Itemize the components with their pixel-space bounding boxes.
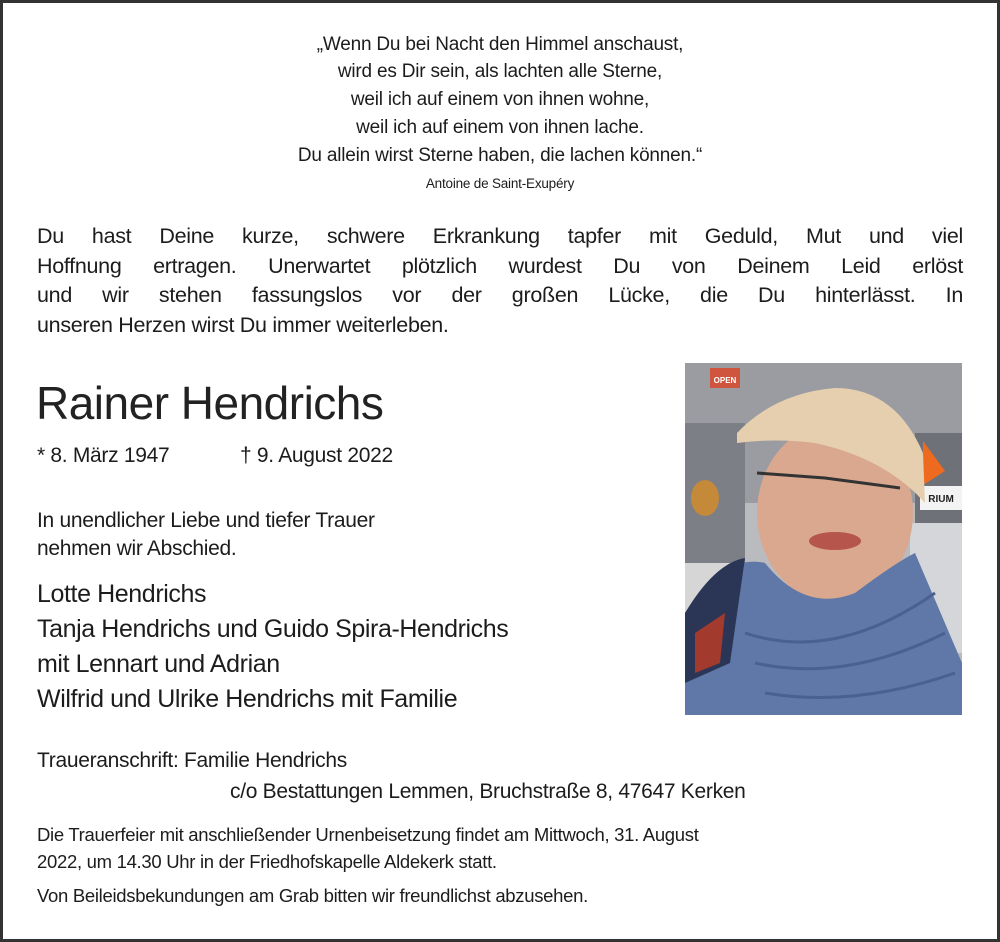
ceremony-line: 2022, um 14.30 Uhr in der Friedhofskapelle Aldekerk statt. (37, 851, 497, 872)
farewell-line: In unendlicher Liebe und tiefer Trauer (37, 509, 375, 532)
quote-line: weil ich auf einem von ihnen wohne, (350, 89, 650, 110)
farewell-line: nehmen wir Abschied. (37, 537, 237, 560)
intro-line: Du hast Deine kurze, schwere Erkrankung tapfer mit Geduld, Mut und viel (37, 224, 963, 248)
intro-line: unseren Herzen wirst Du immer weiterleben. (37, 313, 449, 337)
address-line: c/o Bestattungen Lemmen, Bruchstraße 8, 47647 Kerken (230, 780, 746, 803)
death-date: † 9. August 2022 (240, 444, 393, 467)
intro-line: Hoffnung ertragen. Unerwartet plötzlich wurdest Du von Deinem Leid erlöst (37, 254, 963, 278)
quote-line: weil ich auf einem von ihnen lache. (356, 117, 644, 138)
ceremony-note: Von Beileidsbekundungen am Grab bitten wir freundlichst abzusehen. (37, 885, 588, 906)
mourner: Wilfrid und Ulrike Hendrichs mit Familie (37, 685, 458, 713)
intro-line: und wir stehen fassungslos vor der großen Lücke, die Du hinterlässt. In (37, 283, 963, 307)
deceased-name: Rainer Hendrichs (36, 377, 384, 429)
svg-text:RIUM: RIUM (928, 494, 954, 505)
address-line: Traueranschrift: Familie Hendrichs (37, 749, 347, 772)
quote-author: Antoine de Saint-Exupéry (425, 176, 575, 191)
ceremony-line: Die Trauerfeier mit anschließender Urnenbeisetzung findet am Mittwoch, 31. August (37, 824, 699, 845)
svg-text:OPEN: OPEN (713, 376, 737, 385)
quote-line: „Wenn Du bei Nacht den Himmel anschaust, (316, 34, 684, 55)
birth-date: * 8. März 1947 (37, 444, 170, 467)
quote-line: wird es Dir sein, als lachten alle Sterne, (337, 61, 663, 82)
mourner: Lotte Hendrichs (37, 580, 207, 608)
portrait-photo (685, 363, 962, 715)
mourner: mit Lennart und Adrian (37, 650, 280, 678)
quote-line: Du allein wirst Sterne haben, die lachen können.“ (297, 145, 703, 166)
mourner: Tanja Hendrichs und Guido Spira-Hendrichs (37, 615, 509, 643)
